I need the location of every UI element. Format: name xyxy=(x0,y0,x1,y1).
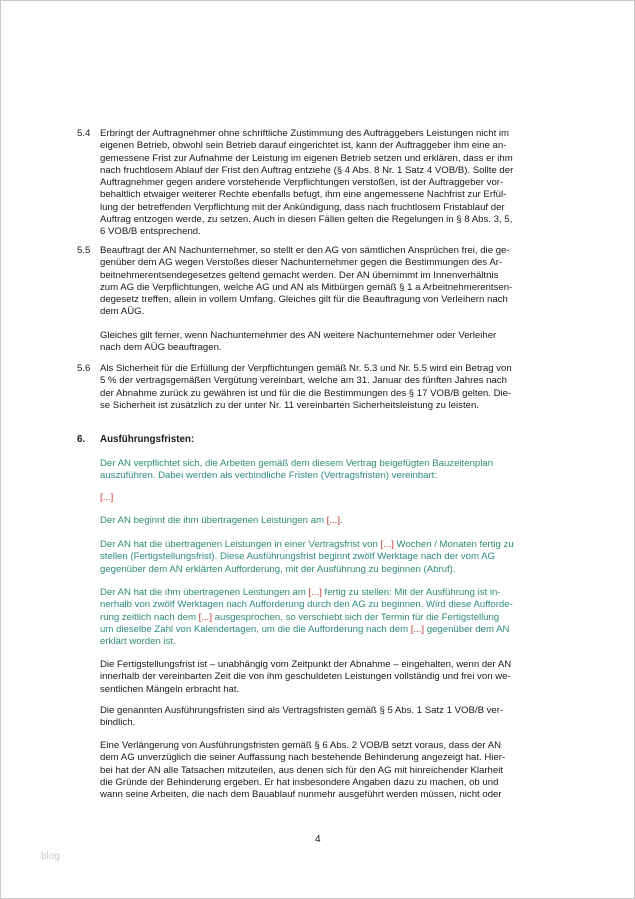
section-5-5-text xyxy=(100,245,512,319)
text-line: der Abnahme zurück zu gewähren ist und für die die Bestimmungen des § 17 VOB/B gelten. Die- xyxy=(100,387,512,399)
text-line: Gleiches gilt ferner, wenn Nachunternehmer des AN weitere Nachunternehmer oder Verleiher xyxy=(100,330,497,341)
deadline-option-2 xyxy=(100,587,513,648)
text-span: Wochen / Monaten fertig zu xyxy=(393,539,514,550)
section-number-5-5: 5.5 xyxy=(77,245,91,256)
text-line: Als Sicherheit für die Erfüllung der Verpflichtungen gemäß Nr. 5.3 und Nr. 5.5 wird ein Betrag von xyxy=(100,363,512,374)
text-line: eigenen Betrieb, obwohl sein Betrieb darauf eingerichtet ist, kann der Auftraggeber ihm eine an- xyxy=(100,140,507,152)
text-line: Die genannten Ausführungsfristen sind als Vertragsfristen gemäß § 5 Abs. 1 Satz 1 VOB/B ver- xyxy=(100,705,504,716)
text-line: Eine Verlängerung von Ausführungsfristen gemäß § 6 Abs. 2 VOB/B setzt voraus, dass der AN xyxy=(100,740,502,751)
text-span: fertig zu stellen: Mit der Ausführung ist in- xyxy=(321,587,501,598)
extension-text xyxy=(100,740,505,801)
section-number-5-4: 5.4 xyxy=(77,128,91,139)
text-line: dem AG unverzüglich die seiner Auffassung nach bestehende Behinderung angezeigt hat. Hier- xyxy=(100,752,506,764)
section-number-5-6: 5.6 xyxy=(77,363,91,374)
text-line: 5 % der vertragsgemäßen Vergütung vereinbart, welche am 31. Januar des fünften Jahres nach xyxy=(100,375,507,387)
placeholder-mark: [...] xyxy=(380,539,394,550)
text-span: erklärt worden ist. xyxy=(100,636,176,648)
text-span: ausgesprochen, so verschiebt sich der Termin für die Fertigstellung xyxy=(211,611,500,623)
text-span: Der AN hat die ihm übertragenen Leistungen am xyxy=(100,587,309,598)
text-line: genüber dem AG wegen Verstoßes dieser Nachunternehmer gegen die Bestimmungen des Ar- xyxy=(100,257,503,269)
text-line: Auftrag entzogen werde, zu setzen. Auch in diesen Fällen gelten die Regelungen in § 8 Abs. 3, 5, xyxy=(100,214,513,226)
text-span: rung zeitlich nach dem xyxy=(100,611,199,623)
deadline-option-1 xyxy=(100,539,514,576)
section-5-5-text-2 xyxy=(100,330,496,355)
text-span: stellen (Fertigstellungsfrist). Diese Ausführungsfrist beginnt zwölf Werktage nach der vom AG xyxy=(100,551,495,563)
watermark: blog xyxy=(41,851,60,862)
page-number: 4 xyxy=(315,834,321,845)
text-line: Beauftragt der AN Nachunternehmer, so stellt er den AG von sämtlichen Ansprüchen frei, die ge- xyxy=(100,245,510,256)
text-span: gegenüber dem AN erklärten Aufforderung, mit der Ausführung zu beginnen (Abruf). xyxy=(100,563,456,575)
text-line: beitnehmerentsendegesetzes geltend gemacht werden. Der AN übernimmt im Innenverhältnis xyxy=(100,269,499,281)
text-line: lung der betreffenden Verpflichtung mit der Ankündigung, dass nach fruchtlosem Fristablauf der xyxy=(100,201,505,213)
placeholder-mark: [...] xyxy=(410,623,425,635)
text-line: dem AÜG. xyxy=(100,306,145,318)
text-span: nerhalb von zwölf Werktagen nach Aufforderung durch den AG zu beginnen. Wird diese Aufforde- xyxy=(100,599,513,611)
text-line: die Gründe der Behinderung ergeben. Er hat insbesondere Angaben dazu zu machen, ob und xyxy=(100,776,499,788)
placeholder-mark: [...] xyxy=(326,515,340,526)
text-line: Erbringt der Auftragnehmer ohne schriftliche Zustimmung des Auftraggebers Leistungen nicht im xyxy=(100,128,510,139)
placeholder-text: [...] xyxy=(100,492,114,503)
text-line: degesetz treffen, allein in vollem Umfang. Gleiches gilt für die Beauftragung von Verleihern nach xyxy=(100,294,508,306)
begin-text xyxy=(100,515,343,527)
text-line: bindlich. xyxy=(100,717,136,729)
text-line: gemessene Frist zur Aufnahme der Leistung im eigenen Betrieb setzen und erklären, dass er ihm xyxy=(100,152,513,164)
text-line: Auftragnehmer gegen andere vorstehende Verpflichtungen verstoßen, ist der Auftraggeber vor- xyxy=(100,177,504,189)
text-line: 6 VOB/B entsprechend. xyxy=(100,226,201,238)
text-line: wann seine Arbeiten, die nach dem Bauablauf nunmehr ausgeführt werden müssen, nicht oder xyxy=(100,789,502,801)
text-line: Der AN verpflichtet sich, die Arbeiten gemäß dem diesem Vertrag beigefügten Bauzeitenplan xyxy=(100,458,494,469)
text-line: nach dem AÜG beauftragen. xyxy=(100,342,222,354)
heading-number: 6. xyxy=(77,434,86,445)
text-span: um dieselbe Zahl von Kalendertagen, um die die Aufforderung nach dem xyxy=(100,623,411,635)
text-span: gegenüber dem AN xyxy=(424,623,510,635)
text-line: bei hat der AN alle Tatsachen mitzuteilen, aus denen sich für den AG mit hinreichender Klarheit xyxy=(100,764,503,776)
text-span: Der AN beginnt die ihm übertragenen Leistungen am xyxy=(100,515,327,526)
text-line: se Sicherheit ist zusätzlich zu der unter Nr. 11 vereinbarten Sicherheitsleistung zu leisten. xyxy=(100,399,479,411)
placeholder-mark: [...] xyxy=(308,587,322,598)
text-line: innerhalb der vereinbarten Zeit die von ihm geschuldeten Leistungen vollständig und frei von we- xyxy=(100,671,511,683)
completion-deadline-text xyxy=(100,659,511,696)
placeholder-mark: [...] xyxy=(198,611,212,623)
text-span: . xyxy=(340,515,343,526)
text-span: Der AN hat die übertragenen Leistungen in einer Vertragsfrist von xyxy=(100,539,381,550)
section-5-4-text xyxy=(100,128,513,239)
text-line: zum AG die Verpflichtungen, welche AG und AN als Mitbürgen gemäß § 1 a Arbeitnehmerentsen- xyxy=(100,281,513,293)
section-5-6-text xyxy=(100,363,512,412)
green-intro-text xyxy=(100,458,493,483)
text-line: nach fruchtlosem Ablauf der Frist den Auftrag entziehe (§ 4 Abs. 8 Nr. 1 Satz 4 VOB/B). Sollte der xyxy=(100,164,514,176)
binding-deadlines-text xyxy=(100,705,503,730)
text-line: behaltlich etwaiger weiterer Rechte ebenfalls befugt, ihm eine angemessene Nachfrist zur Erfül- xyxy=(100,189,507,201)
text-line: Die Fertigstellungsfrist ist – unabhängig vom Zeitpunkt der Abnahme – eingehalten, wenn der AN xyxy=(100,659,512,670)
text-line: sentlichen Mängeln erbracht hat. xyxy=(100,683,240,695)
text-line: auszuführen. Dabei werden als verbindliche Fristen (Vertragsfristen) vereinbart: xyxy=(100,470,438,482)
heading-title: Ausführungsfristen: xyxy=(100,434,195,445)
